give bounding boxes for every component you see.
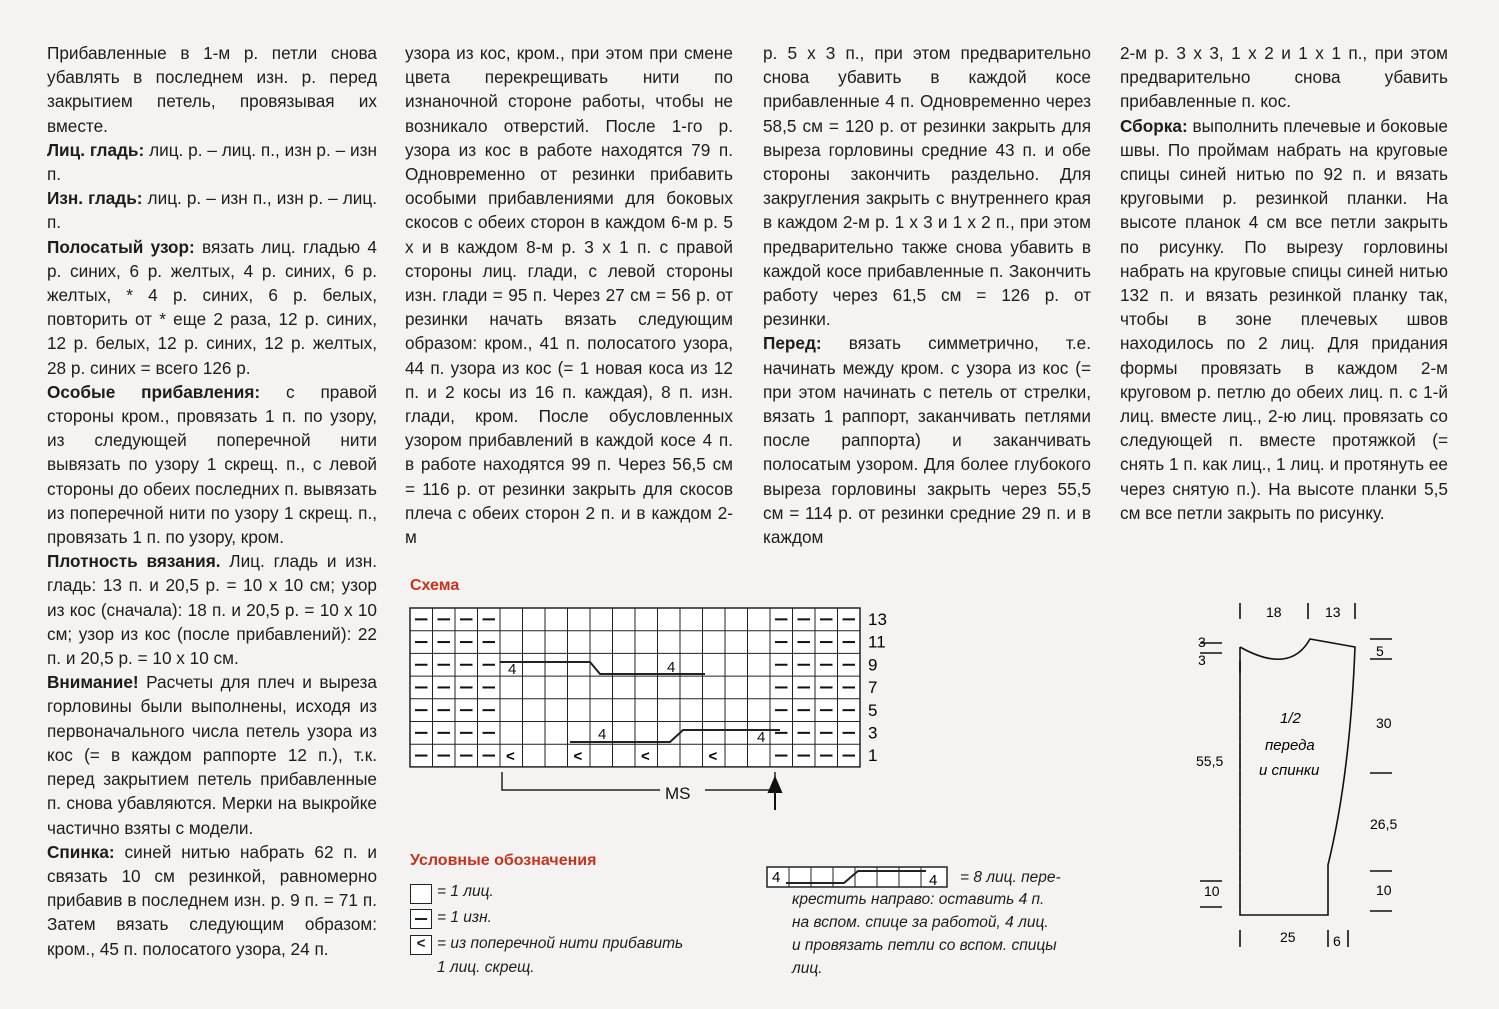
- schema-grid: [410, 608, 860, 767]
- svg-text:13: 13: [1325, 604, 1341, 620]
- paragraph-text: вязать лиц. гладью 4 р. синих, 6 р. желтых, 4 р. синих, 6 р. желтых, * 4 р. синих, 6 р. белых, повторить от * еще 2 раза, 12 р. синих, 12 р. белых, 12 р. синих, 12 р. желтых, 28 р. синих = всего 126 р.: [47, 236, 377, 378]
- paragraph-text: Прибавленные в 1-м р. петли снова убавлять в последнем изн. р. перед закрытием петель, провязывая их вместе.: [47, 43, 377, 136]
- paragraph-heading: Плотность вязания.: [47, 551, 221, 572]
- paragraph-text: лиц. р. – изн п., изн р. – лиц. п.: [47, 188, 377, 233]
- paragraph-text: вязать симметрично, т.е. начинать между кром. с узора из кос (= при этом начинать с петель от стрелки, вязать 1 раппорт, заканчивать петлями после раппорта) и заканчивать полосатым узором. Для более глубокого выреза горловины закрыть через 55,5 см = 114 р. от резинки средние 29 п. и в каждом: [763, 333, 1091, 548]
- row-number: 7: [868, 678, 878, 698]
- row-number: 3: [868, 723, 878, 743]
- svg-text:18: 18: [1266, 604, 1282, 620]
- cable-label: 4: [757, 729, 766, 746]
- row-number: 5: [868, 700, 878, 720]
- svg-text:4: 4: [929, 872, 938, 888]
- paragraph: [1120, 41, 1448, 114]
- row-number: 13: [868, 610, 887, 629]
- paragraph-text: Расчеты для плеч и выреза горловины были выполнены, исходя из первоначального числа петель узора из кос (= в каждом раппорте 12 п.), т.к. перед закрытием петель прибавленные п. снова убавляются. Мерки на выкройке частично взяты с модели.: [47, 672, 377, 838]
- paragraph-text: лиц. р. – лиц. п., изн р. – изн п.: [47, 139, 377, 185]
- legend-cable-1: = 8 лиц. пере-: [960, 869, 1061, 886]
- paragraph: [47, 670, 377, 839]
- legend-cable-5: лиц.: [792, 960, 823, 977]
- paragraph-heading: Спинка:: [47, 841, 115, 862]
- paragraph: [47, 840, 377, 961]
- svg-text:25: 25: [1280, 929, 1296, 945]
- start-arrow: [769, 778, 781, 810]
- svg-text:30: 30: [1376, 715, 1392, 731]
- svg-text:5: 5: [1376, 643, 1384, 659]
- schema-row-numbers: [868, 610, 887, 765]
- ms-label: MS: [665, 784, 691, 803]
- paragraph-text: с правой стороны кром., провязать 1 п. по узору, из следующей поперечной нити вывязать по узору 1 скрещ. п., с левой стороны до обеих последних п. вывязать из поперечной нити по узору 1 скрещ. п., провязать 1 п. по узору, кром.: [47, 381, 377, 548]
- paragraph: [47, 41, 377, 138]
- knitting-schema: [405, 600, 925, 815]
- paragraph-heading: Сборка:: [1120, 115, 1188, 136]
- svg-text:переда: переда: [1265, 737, 1315, 754]
- row-number: 11: [868, 632, 886, 652]
- legend-cable-3: на вспом. спице за работой, 4 лиц.: [792, 914, 1049, 931]
- svg-text:1/2: 1/2: [1280, 710, 1301, 727]
- paragraph-text: 2-м р. 3 х 3, 1 х 2 и 1 х 1 п., при этом предварительно снова убавить прибавленные п. кос.: [1120, 43, 1448, 112]
- svg-text:10: 10: [1376, 882, 1392, 898]
- paragraph-heading: Изн. гладь:: [47, 188, 143, 209]
- svg-text:3: 3: [1198, 634, 1206, 650]
- schema-title: Схема: [410, 577, 460, 594]
- legend-title: Условные обозначения: [410, 852, 597, 869]
- paragraph: [763, 41, 1091, 331]
- legend-increase: = из поперечной нити прибавить: [437, 935, 684, 952]
- paragraph: [47, 235, 377, 380]
- text-column-3: [763, 41, 1091, 549]
- cable-label: 4: [508, 661, 517, 678]
- text-column-2: [405, 41, 733, 549]
- paragraph: [47, 138, 377, 186]
- purl-symbol: [410, 909, 432, 929]
- paragraph-heading: Полосатый узор:: [47, 236, 195, 257]
- text-column-4: [1120, 41, 1448, 525]
- paragraph-heading: Внимание!: [47, 672, 139, 693]
- legend-cable-2: крестить направо: оставить 4 п.: [792, 891, 1045, 908]
- cable-label: 4: [667, 659, 676, 676]
- knit-symbol: [410, 884, 432, 904]
- paragraph-heading: Особые прибавления:: [47, 381, 261, 402]
- paragraph: [47, 549, 377, 670]
- paragraph-text: синей нитью набрать 62 п. и связать 10 см резинкой, равномерно прибавив в последнем изн. р. 9 п. = 71 п. Затем вязать следующим образом: кром., 45 п. полосатого узора, 24 п.: [47, 841, 377, 959]
- legend-purl: = 1 изн.: [437, 909, 492, 926]
- increase-stitch: <: [506, 748, 515, 766]
- paragraph: [1120, 114, 1448, 525]
- cable-label: 4: [598, 726, 607, 743]
- svg-text:26,5: 26,5: [1370, 816, 1398, 832]
- legend-knit: = 1 лиц.: [437, 883, 494, 900]
- paragraph-text: узора из кос, кром., при этом при смене цвета перекрещивать нити по изнаночной стороне работы, чтобы не возникало отверстий. После 1-го р. узора из кос в работе находятся 79 п. Одновременно от резинки прибавить особыми прибавлениями для боковых скосов с обеих сторон в каждом 6-м р. 5 х и в каждом 8-м р. 3 х 1 п. с правой стороны лиц. глади, с левой стороны изн. глади = 95 п. Через 27 см = 56 р. от резинки начать вязать следующим образом: кром., 41 п. полосатого узора, 44 п. узора из кос (= 1 новая коса из 12 п. и 2 косы из 16 п. каждая), 8 п. изн. глади, кром. После обусловленных узором прибавлений в каждой косе 4 п. в работе находятся 99 п. Через 56,5 см = 116 р. от резинки закрыть для скосов плеча с обеих сторон 2 п. и в каждом 2-м: [405, 43, 733, 548]
- svg-text:и спинки: и спинки: [1259, 762, 1320, 779]
- paragraph-heading: Лиц. гладь:: [47, 139, 145, 160]
- increase-symbol: <: [410, 935, 432, 955]
- paragraph-text: Лиц. гладь и изн. гладь: 13 п. и 20,5 р. = 10 х 10 см; узор из кос (сначала): 18 п. и 20,5 р. = 10 х 10 см; узор из кос (после прибавлений): 22 п. и 20,5 р. = 10 х 10 см.: [47, 551, 377, 669]
- cable-symbol: [766, 866, 948, 888]
- legend-increase-2: 1 лиц. скрещ.: [437, 959, 535, 976]
- paragraph: [405, 41, 733, 549]
- increase-stitch: <: [573, 748, 583, 766]
- row-number: 9: [868, 655, 878, 675]
- ms-bracket: [502, 772, 775, 790]
- paragraph: [763, 331, 1091, 549]
- increase-stitch: <: [708, 748, 718, 766]
- svg-text:55,5: 55,5: [1196, 753, 1224, 769]
- paragraph: [47, 186, 377, 234]
- text-column-1: [47, 41, 377, 961]
- svg-text:3: 3: [1198, 652, 1206, 668]
- garment-pattern: [1180, 595, 1440, 955]
- svg-text:6: 6: [1333, 933, 1341, 949]
- legend-cable-4: и провязать петли со вспом. спицы: [792, 937, 1057, 954]
- row-number: 1: [868, 746, 878, 766]
- increase-stitch: <: [641, 748, 650, 766]
- paragraph-text: выполнить плечевые и боковые швы. По проймам набрать на круговые спицы синей нитью по 92 п. и вязать круговыми р. резинкой планки. На высоте планок 4 см все петли закрыть по рисунку. По вырезу горловины набрать на круговые спицы синей нитью 132 п. и вязать резинкой планку так, чтобы в зоне плечевых швов находилось по 2 лиц. Для придания формы провязать в каждом 2-м круговом р. петлю до обеих лиц. п. с 1-й лиц. вместе лиц., 2-ю лиц. провязать со следующей п. вместе протяжкой (= снять 1 п. как лиц., 1 лиц. и протянуть ее через снятую п.). На высоте планки 5,5 см все петли закрыть по рисунку.: [1120, 115, 1448, 523]
- paragraph: [47, 380, 377, 549]
- svg-text:4: 4: [772, 869, 781, 886]
- paragraph-text: р. 5 х 3 п., при этом предварительно снова убавить в каждой косе прибавленные 4 п. Одновременно через 58,5 см = 120 р. от резинки закрыть для выреза горловины средние 43 п. и обе стороны закончить раздельно. Для закругления закрыть с внутреннего края в каждом 2-м р. 1 х 3 и 1 х 2 п., при этом предварительно также снова убавить в каждой косе прибавленные п. Закончить работу через 61,5 см = 126 р. от резинки.: [763, 43, 1091, 330]
- svg-text:10: 10: [1204, 883, 1220, 899]
- paragraph-heading: Перед:: [763, 333, 822, 354]
